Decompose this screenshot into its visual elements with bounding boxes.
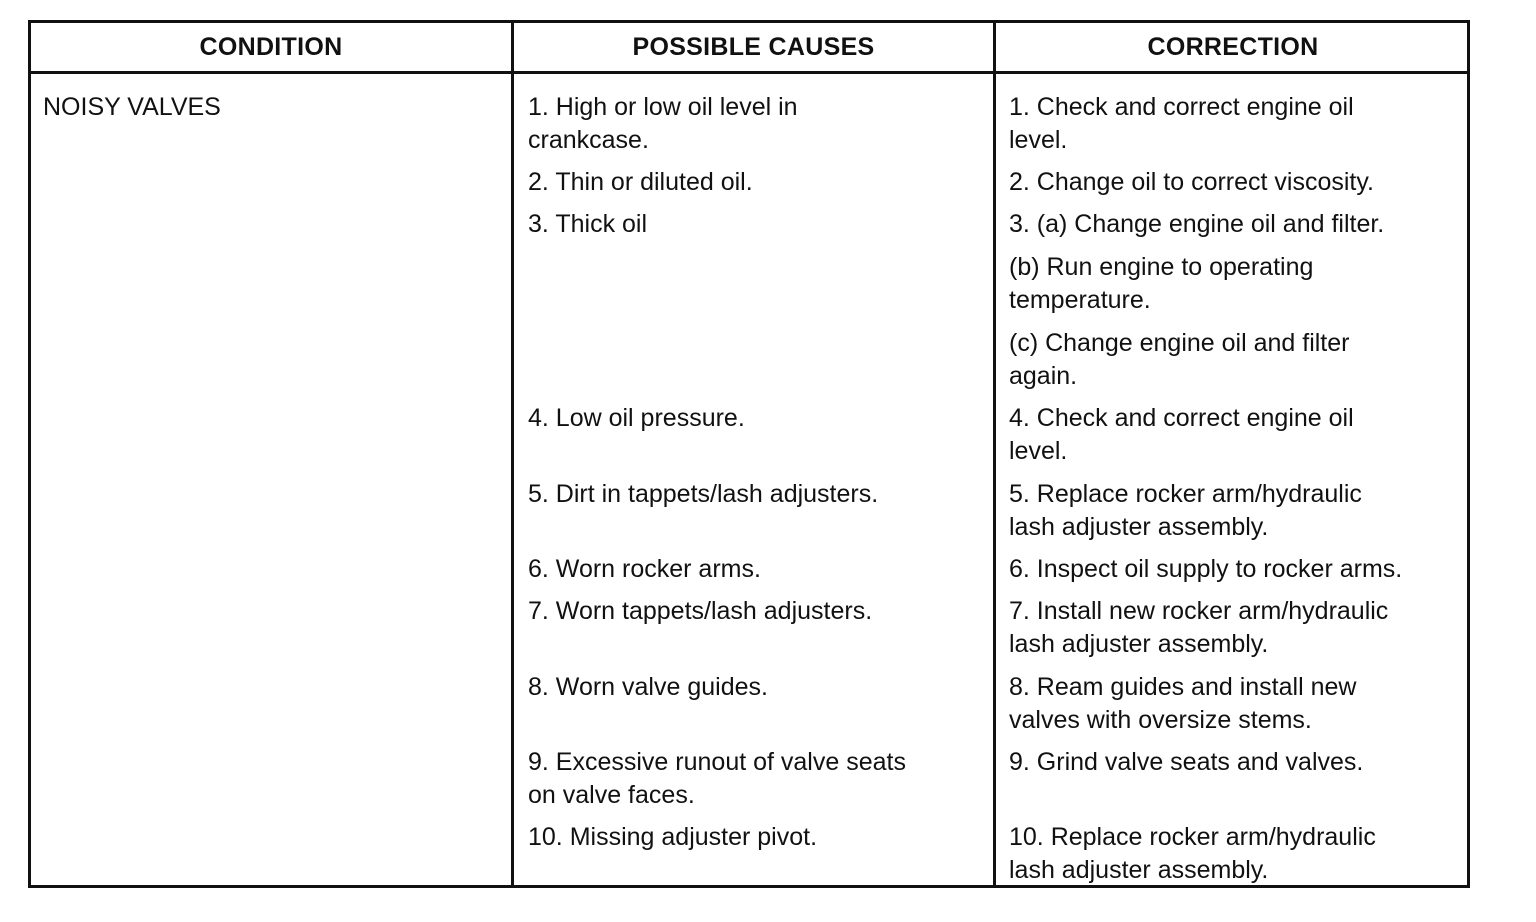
cause-item: 1. High or low oil level in crankcase. [528, 93, 798, 154]
correction-item: 8. Ream guides and install new valves with oversize stems. [1009, 673, 1357, 734]
correction-item: 10. Replace rocker arm/hydraulic lash adjuster assembly. [1009, 823, 1376, 884]
header-correction: CORRECTION [1147, 32, 1319, 61]
cause-item: 7. Worn tappets/lash adjusters. [528, 597, 873, 625]
cause-item: 3. Thick oil [528, 210, 648, 238]
correction-item: 7. Install new rocker arm/hydraulic lash adjuster assembly. [1009, 597, 1389, 658]
header-possible-causes: POSSIBLE CAUSES [632, 32, 875, 61]
cause-item: 5. Dirt in tappets/lash adjusters. [528, 480, 879, 508]
header-divider [31, 71, 1467, 74]
correction-item: 3. (a) Change engine oil and filter. [1009, 210, 1385, 238]
diagnosis-table [28, 20, 1470, 888]
header-condition: CONDITION [199, 32, 343, 61]
cause-item: 9. Excessive runout of valve seats on valve faces. [528, 748, 906, 809]
correction-item: 5. Replace rocker arm/hydraulic lash adjuster assembly. [1009, 480, 1362, 541]
correction-item: 9. Grind valve seats and valves. [1009, 748, 1364, 776]
cause-item: 10. Missing adjuster pivot. [528, 823, 818, 851]
correction-item: (b) Run engine to operating temperature. [1009, 253, 1314, 314]
correction-item: (c) Change engine oil and filter again. [1009, 329, 1350, 390]
correction-item: 4. Check and correct engine oil level. [1009, 404, 1354, 465]
correction-item: 6. Inspect oil supply to rocker arms. [1009, 555, 1403, 583]
correction-item: 1. Check and correct engine oil level. [1009, 93, 1354, 154]
cause-item: 6. Worn rocker arms. [528, 555, 761, 583]
column-divider [993, 23, 996, 885]
condition-text: NOISY VALVES [43, 93, 221, 121]
column-divider [511, 23, 514, 885]
correction-item: 2. Change oil to correct viscosity. [1009, 168, 1374, 196]
cause-item: 4. Low oil pressure. [528, 404, 745, 432]
cause-item: 2. Thin or diluted oil. [528, 168, 753, 196]
cause-item: 8. Worn valve guides. [528, 673, 768, 701]
